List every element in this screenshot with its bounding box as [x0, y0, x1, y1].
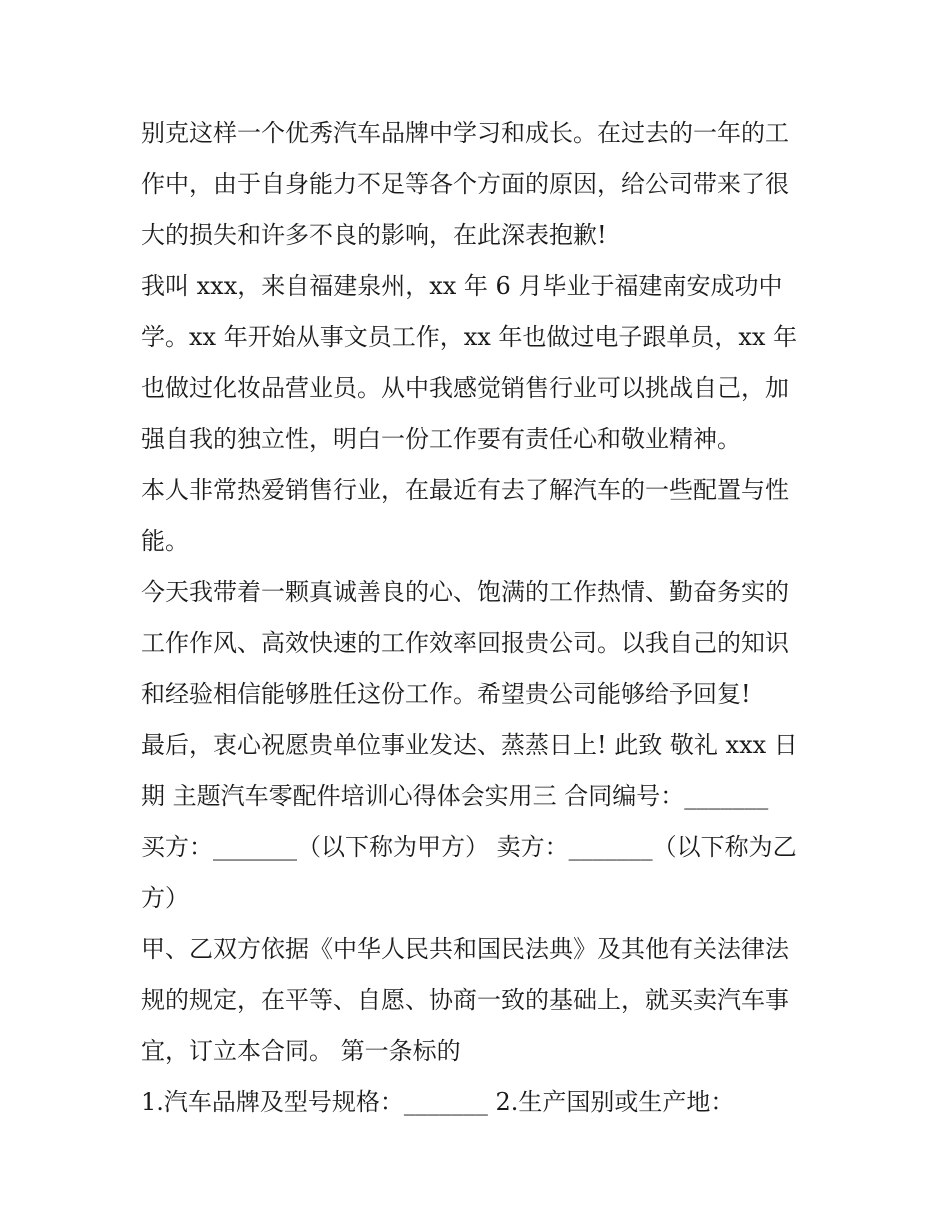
text-line: 方）	[141, 884, 189, 912]
text-line: 最后，衷心祝愿贵单位事业发达、蒸蒸日上! 此致 敬礼 xxx 日	[141, 731, 798, 759]
text-line: 作中，由于自身能力不足等各个方面的原因，给公司带来了很	[141, 170, 789, 198]
text-line: 1.汽车品牌及型号规格：_______ 2.生产国别或生产地：	[141, 1088, 735, 1116]
text-line: 我叫 xxx，来自福建泉州，xx 年 6 月毕业于福建南安成功中	[141, 272, 783, 300]
text-line: 规的规定，在平等、自愿、协商一致的基础上，就买卖汽车事	[141, 986, 789, 1014]
text-line: 也做过化妆品营业员。从中我感觉销售行业可以挑战自己，加	[141, 374, 789, 402]
text-line: 宜，订立本合同。 第一条标的	[141, 1037, 461, 1065]
text-line: 今天我带着一颗真诚善良的心、饱满的工作热情、勤奋务实的	[141, 578, 789, 606]
text-line: 期 主题汽车零配件培训心得体会实用三 合同编号：_______	[141, 782, 769, 810]
text-line: 和经验相信能够胜任这份工作。希望贵公司能够给予回复!	[141, 680, 751, 708]
text-line: 工作作风、高效快速的工作效率回报贵公司。以我自己的知识	[141, 629, 789, 657]
text-line: 学。xx 年开始从事文员工作，xx 年也做过电子跟单员，xx 年	[141, 323, 798, 351]
text-line: 本人非常热爱销售行业，在最近有去了解汽车的一些配置与性	[141, 476, 789, 504]
text-line: 甲、乙双方依据《中华人民共和国民法典》及其他有关法律法	[141, 935, 789, 963]
text-line: 大的损失和许多不良的影响，在此深表抱歉!	[141, 221, 607, 249]
text-line: 买方：_______（以下称为甲方） 卖方：_______（以下称为乙	[141, 833, 797, 861]
text-line: 能。	[141, 527, 189, 555]
document-body	[141, 108, 821, 1128]
text-line: 强自我的独立性，明白一份工作要有责任心和敬业精神。	[141, 425, 741, 453]
text-line: 别克这样一个优秀汽车品牌中学习和成长。在过去的一年的工	[141, 119, 789, 147]
